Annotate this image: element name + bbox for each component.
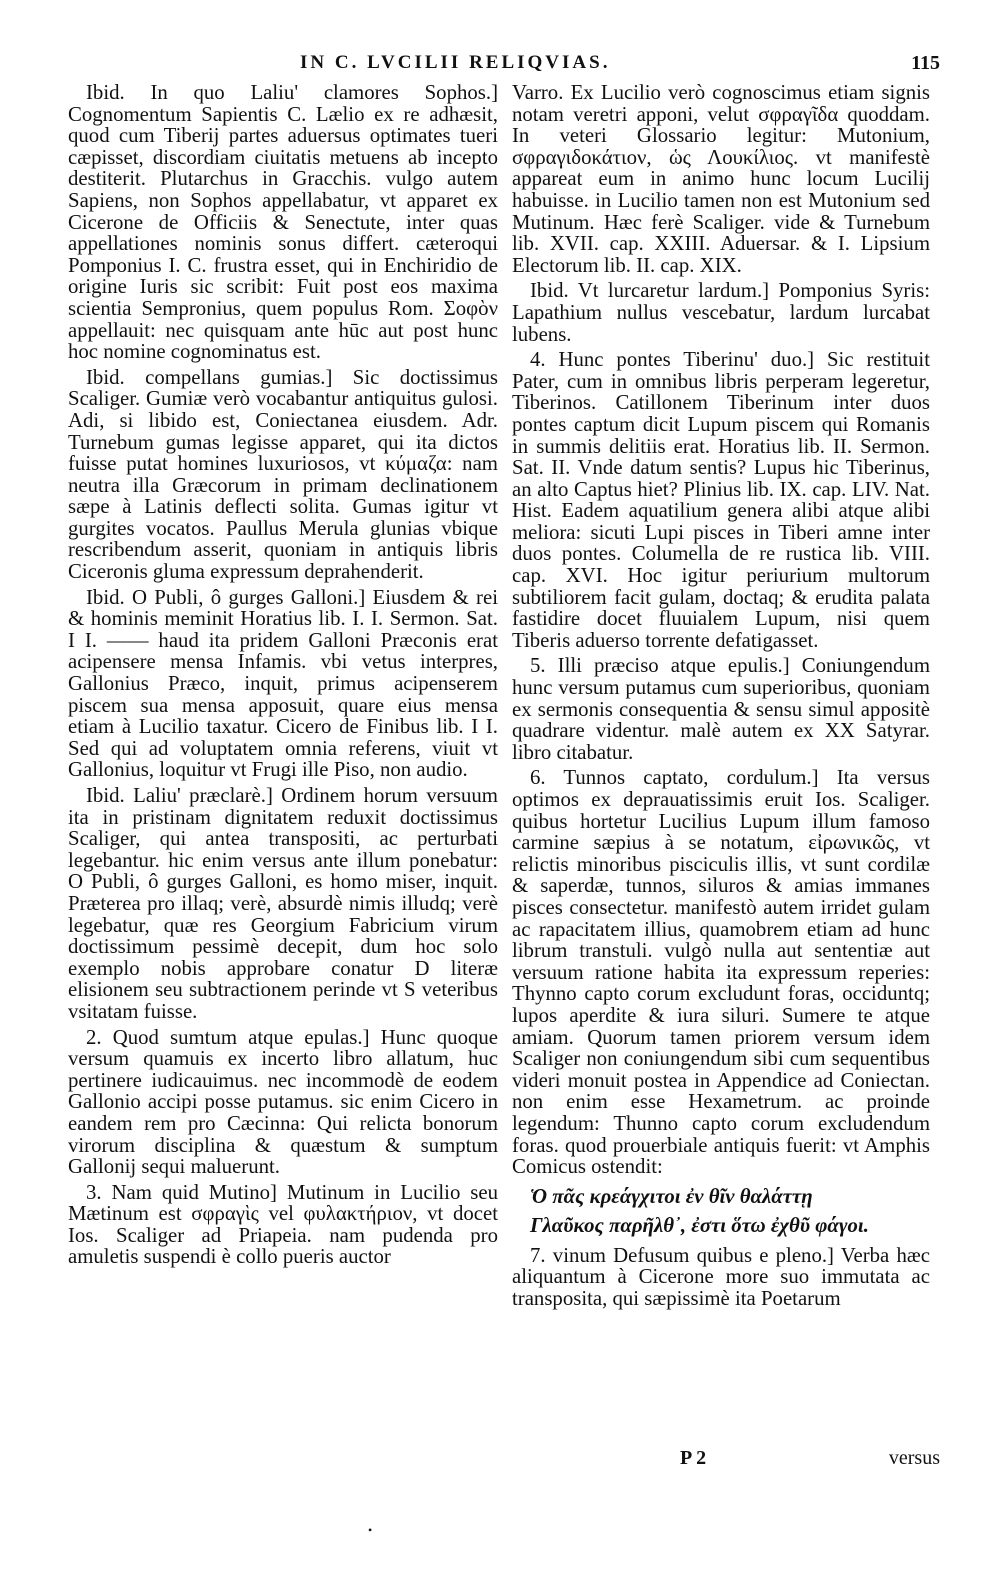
paragraph: Ibid. compellans gumias.] Sic doctissimus Scaliger. Gumiæ verò vocabantur antiquitus gulosi. Adi, si libido est, Coniectanea eiusdem. Adr. Turnebum gumas legisse apparet, qui ita dictos fuisse putat homines luxuriosos, vt κύμαζα: nam neutra illa Græcorum in primam declinationem sæpe à Latinis deflecti solita. Gumas igitur vt gurgites vocatos. Paullus Merula glunias vbique rescribendum asserit, quoniam in antiquis libris Ciceronis gluma expressum deprahenderit. — [68, 365, 498, 584]
running-header — [300, 52, 940, 82]
greek-verse-line: Γλαῦκος παρῆλθ᾽, ἐστι ὅτω ἐχθῦ φάγοι. — [530, 1214, 869, 1238]
paragraph: Ibid. Laliu' præclarè.] Ordinem horum versuum ita in pristinam dignitatem reduxit doctissimus Scaliger, qui antea transpositi, ac perturbati legebantur. hic enim versus ante illum ponebatur: O Publi, ô gurges Galloni, es homo miser, inquit. Præterea pro illaq; verè, absurdè nimis illudq; verè legebatur, quæ res Georgium Fabricium virum doctissimum pessimè decepit, dum hoc solo exemplo nobis approbare conatur D literæ elisionem seu subtractionem perinde vt S veteribus vsitatam fuisse. — [68, 784, 498, 1023]
paragraph: Varro. Ex Lucilio verò cognoscimus etiam signis notam veretri apponi, velut σφραγῖδα quoddam. In veteri Glossario legitur: Mutonium, σφραγιδοκάτιον, ὡς Λουκίλιος. vt manifestè appareat eum in animo hunc locum Lucilij habuisse. in Lucilio tamen non est Mutonium sed Mutinum. Hæc ferè Scaliger. vide & Turnebum lib. XVII. cap. XXIII. Aduersar. & I. Lipsium Electorum lib. II. cap. XIX. — [512, 81, 930, 277]
page-number: 115 — [911, 52, 940, 74]
paragraph: 7. vinum Defusum quibus e pleno.] Verba hæc aliquantum à Cicerone more suo immutata ac transposita, qui sæpissimè ita Poetarum — [512, 1243, 930, 1311]
paragraph: Ibid. O Publi, ô gurges Galloni.] Eiusdem & rei & hominis meminit Horatius lib. I. I. Sermon. Sat. I I. —— haud ita pridem Galloni Præconis erat acipensere mensa Infamis. vbi vetus interpres, Gallonius Præco, inquit, primus acipenserem piscem sua mensa apposuit, quare eius mensa etiam à Lucilio taxatur. Cicero de Finibus lib. I I. Sed qui ad voluptatem omnia referens, viuit vt Gallonius, loquitur vt Frugi ille Piso, non audio. — [68, 585, 498, 782]
paragraph: 5. Illi præciso atque epulis.] Coniungendum hunc versum putamus cum superioribus, quoniam ex sermonis consequentia & sensu simul appositè quadrare videntur. malè autem ex XX Satyrar. libro citabatur. — [512, 654, 930, 764]
running-title: IN C. LVCILII RELIQVIAS. — [300, 52, 611, 73]
catchword: versus — [888, 1447, 940, 1469]
print-mark: • — [368, 1523, 373, 1537]
signature-mark: P 2 — [680, 1447, 707, 1469]
paragraph: 6. Tunnos captato, cordulum.] Ita versus optimos ex deprauatissimis eruit Ios. Scaliger. quibus hortetur Lucilius Lupum illum famoso carmine sæpius à se notatum, εἰρωνικῶς, vt relictis minoribus pisciculis illis, vt sunt cordilæ & saperdæ, tunnos, siluros & amias immanes pisces consectetur. manifestò autem irridet gulam ac rapacitatem illius, quamobrem etiam ad hunc librum transtuli. vulgò nulla aut sententiæ aut versuum ratione habita ita expressum reperies: Thynno capto corum excludunt foras, occiduntq; lupos aperdite & iura siluri. Sumere te atque amiam. Quorum tamen priorem versum idem Scaliger non coniungendum sibi cum sequentibus videri monuit postea in Appendice ad Coniectan. non enim esse Hexametrum. ac proinde legendum: Thunno capto corum excludendum foras. quod prouerbiale antiquis fuerit: vt Amphis Comicus ostendit: — [512, 766, 930, 1179]
paragraph: Ibid. In quo Laliu' clamores Sophos.] Cognomentum Sapientis C. Lælio ex re adhæsit, quod cum Tiberij partes aduersus optimates tueri cæpisset, discordiam ciuitatis metuens ab incepto destiterit. Plutarchus in Gracchis. vulgo autem Sapiens, non Sophos appellabatur, vt apparet ex Cicerone de Officiis & Senectute, inter quas appellationes nominis sonus differt. cæteroqui Pomponius I. C. frustra esset, qui in Enchiridio de origine Iuris sic scribit: Fuit post eos maxima scientia Sempronius, quem populus Rom. Σοφὸν appellauit: nec quisquam ante hūc aut post hunc hoc nomine cognominatus est. — [68, 81, 498, 364]
page-footer — [680, 1447, 940, 1473]
paragraph: Ibid. Vt lurcaretur lardum.] Pomponius Syris: Lapathium nullus vescebatur, lardum lurcabat lubens. — [512, 279, 930, 346]
paragraph: 2. Quod sumtum atque epulas.] Hunc quoque versum quamuis ex incerto libro allatum, huc pertinere iudicauimus. nec incommodè de eodem Gallonio accipi posse putamus. sic enim Cicero in eandem rem pro Cæcinna: Qui relicta bonorum virorum disciplina & quæstum & sumptum Gallonij sequi maluerunt. — [68, 1025, 498, 1179]
greek-verse-line: Ὁ πᾶς κρεάγχιτοι ἐν θῖν θαλάττῃ — [530, 1184, 813, 1208]
paragraph: 3. Nam quid Mutino] Mutinum in Lucilio seu Mætinum est σφραγὶς vel φυλακτήριον, vt docet Ios. Scaliger ad Priapeia. nam pudenda pro amuletis suspendi è collo pueris auctor — [68, 1180, 498, 1269]
right-column — [512, 82, 930, 1314]
paragraph: 4. Hunc pontes Tiberinu' duo.] Sic restituit Pater, cum in omnibus libris perperam legeretur, Tiberinos. Catillonem Tiberinum inter duos pontes captum dicit Lupum piscem qui Romanis in summis delitiis erat. Horatius lib. II. Sermon. Sat. II. Vnde datum sentis? Lupus hic Tiberinus, an alto Captus hiet? Plinius lib. IX. cap. LIV. Nat. Hist. Eadem aquatilium genera alibi atque alibi meliora: sicuti Lupi pisces in Tiberi amne inter duos pontes. Columella de re rustica lib. VIII. cap. XVI. Hoc igitur periurium multorum subtiliorem facit gulam, doctaq; & erudita palata fastidire docet fluuialem Lupum, nisi quem Tiberis aduerso torrente defatigasset. — [512, 348, 930, 652]
left-column — [68, 82, 498, 1272]
